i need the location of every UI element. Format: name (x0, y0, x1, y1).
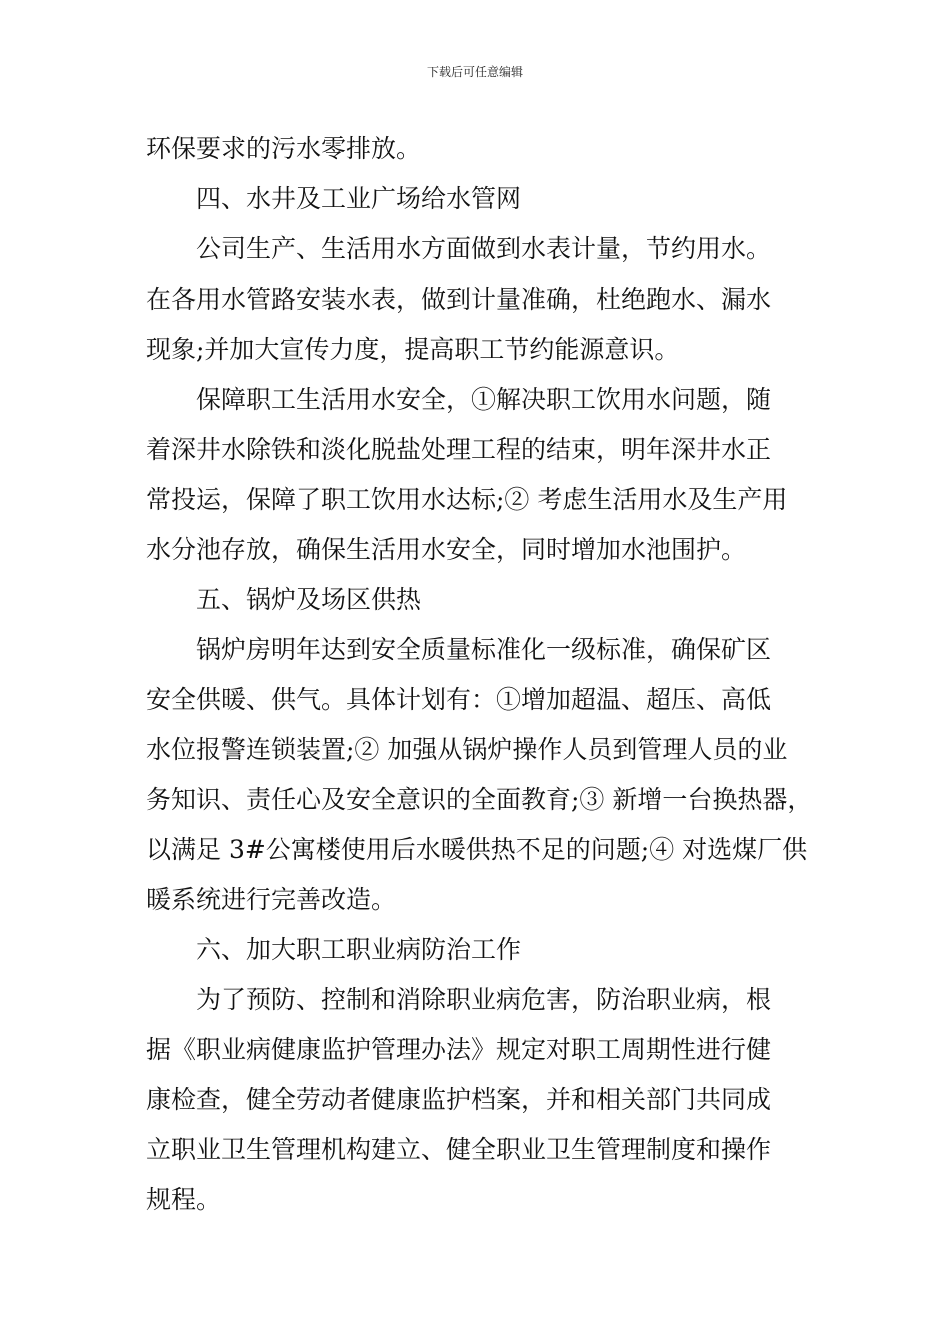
text-line: 锅炉房明年达到安全质量标准化一级标准，确保矿区 (196, 635, 772, 664)
text-line: 为了预防、控制和消除职业病危害，防治职业病，根 (196, 985, 772, 1014)
page-header: 下载后可任意编辑 (426, 65, 523, 79)
text-line: 规程。 (146, 1185, 222, 1214)
text-line: 安全供暖、供气。具体计划有：①增加超温、超压、高低 (146, 685, 772, 714)
text-line: 公司生产、生活用水方面做到水表计量，节约用水。 (196, 234, 772, 263)
text-line: 常投运，保障了职工饮用水达标;② 考虑生活用水及生产用 (146, 485, 788, 514)
text-line: 康检查，健全劳动者健康监护档案，并和相关部门共同成 (146, 1085, 772, 1114)
section-heading: 四、水井及工业广场给水管网 (196, 184, 522, 213)
text-line: 立职业卫生管理机构建立、健全职业卫生管理制度和操作 (146, 1135, 772, 1164)
text-line: 现象;并加大宣传力度，提高职工节约能源意识。 (146, 335, 680, 364)
text-line: 水位报警连锁装置;② 加强从锅炉操作人员到管理人员的业 (146, 735, 788, 764)
text-line: 务知识、责任心及安全意识的全面教育;③ 新增一台换热器， (146, 785, 813, 814)
text-line: 以满足 3#公寓楼使用后水暖供热不足的问题;④ 对选煤厂供 (146, 835, 808, 864)
text-line: 据《职业病健康监护管理办法》规定对职工周期性进行健 (146, 1035, 772, 1064)
section-heading: 五、锅炉及场区供热 (196, 585, 422, 614)
text-line: 环保要求的污水零排放。 (146, 134, 422, 163)
text-line: 水分池存放，确保生活用水安全，同时增加水池围护。 (146, 535, 747, 564)
text-line: 在各用水管路安装水表，做到计量准确，杜绝跑水、漏水 (146, 285, 772, 314)
text-line: 保障职工生活用水安全，①解决职工饮用水问题，随 (196, 385, 772, 414)
section-heading: 六、加大职工职业病防治工作 (196, 935, 522, 964)
text-line: 暖系统进行完善改造。 (146, 885, 397, 914)
text-line: 着深井水除铁和淡化脱盐处理工程的结束，明年深井水正 (146, 435, 772, 464)
